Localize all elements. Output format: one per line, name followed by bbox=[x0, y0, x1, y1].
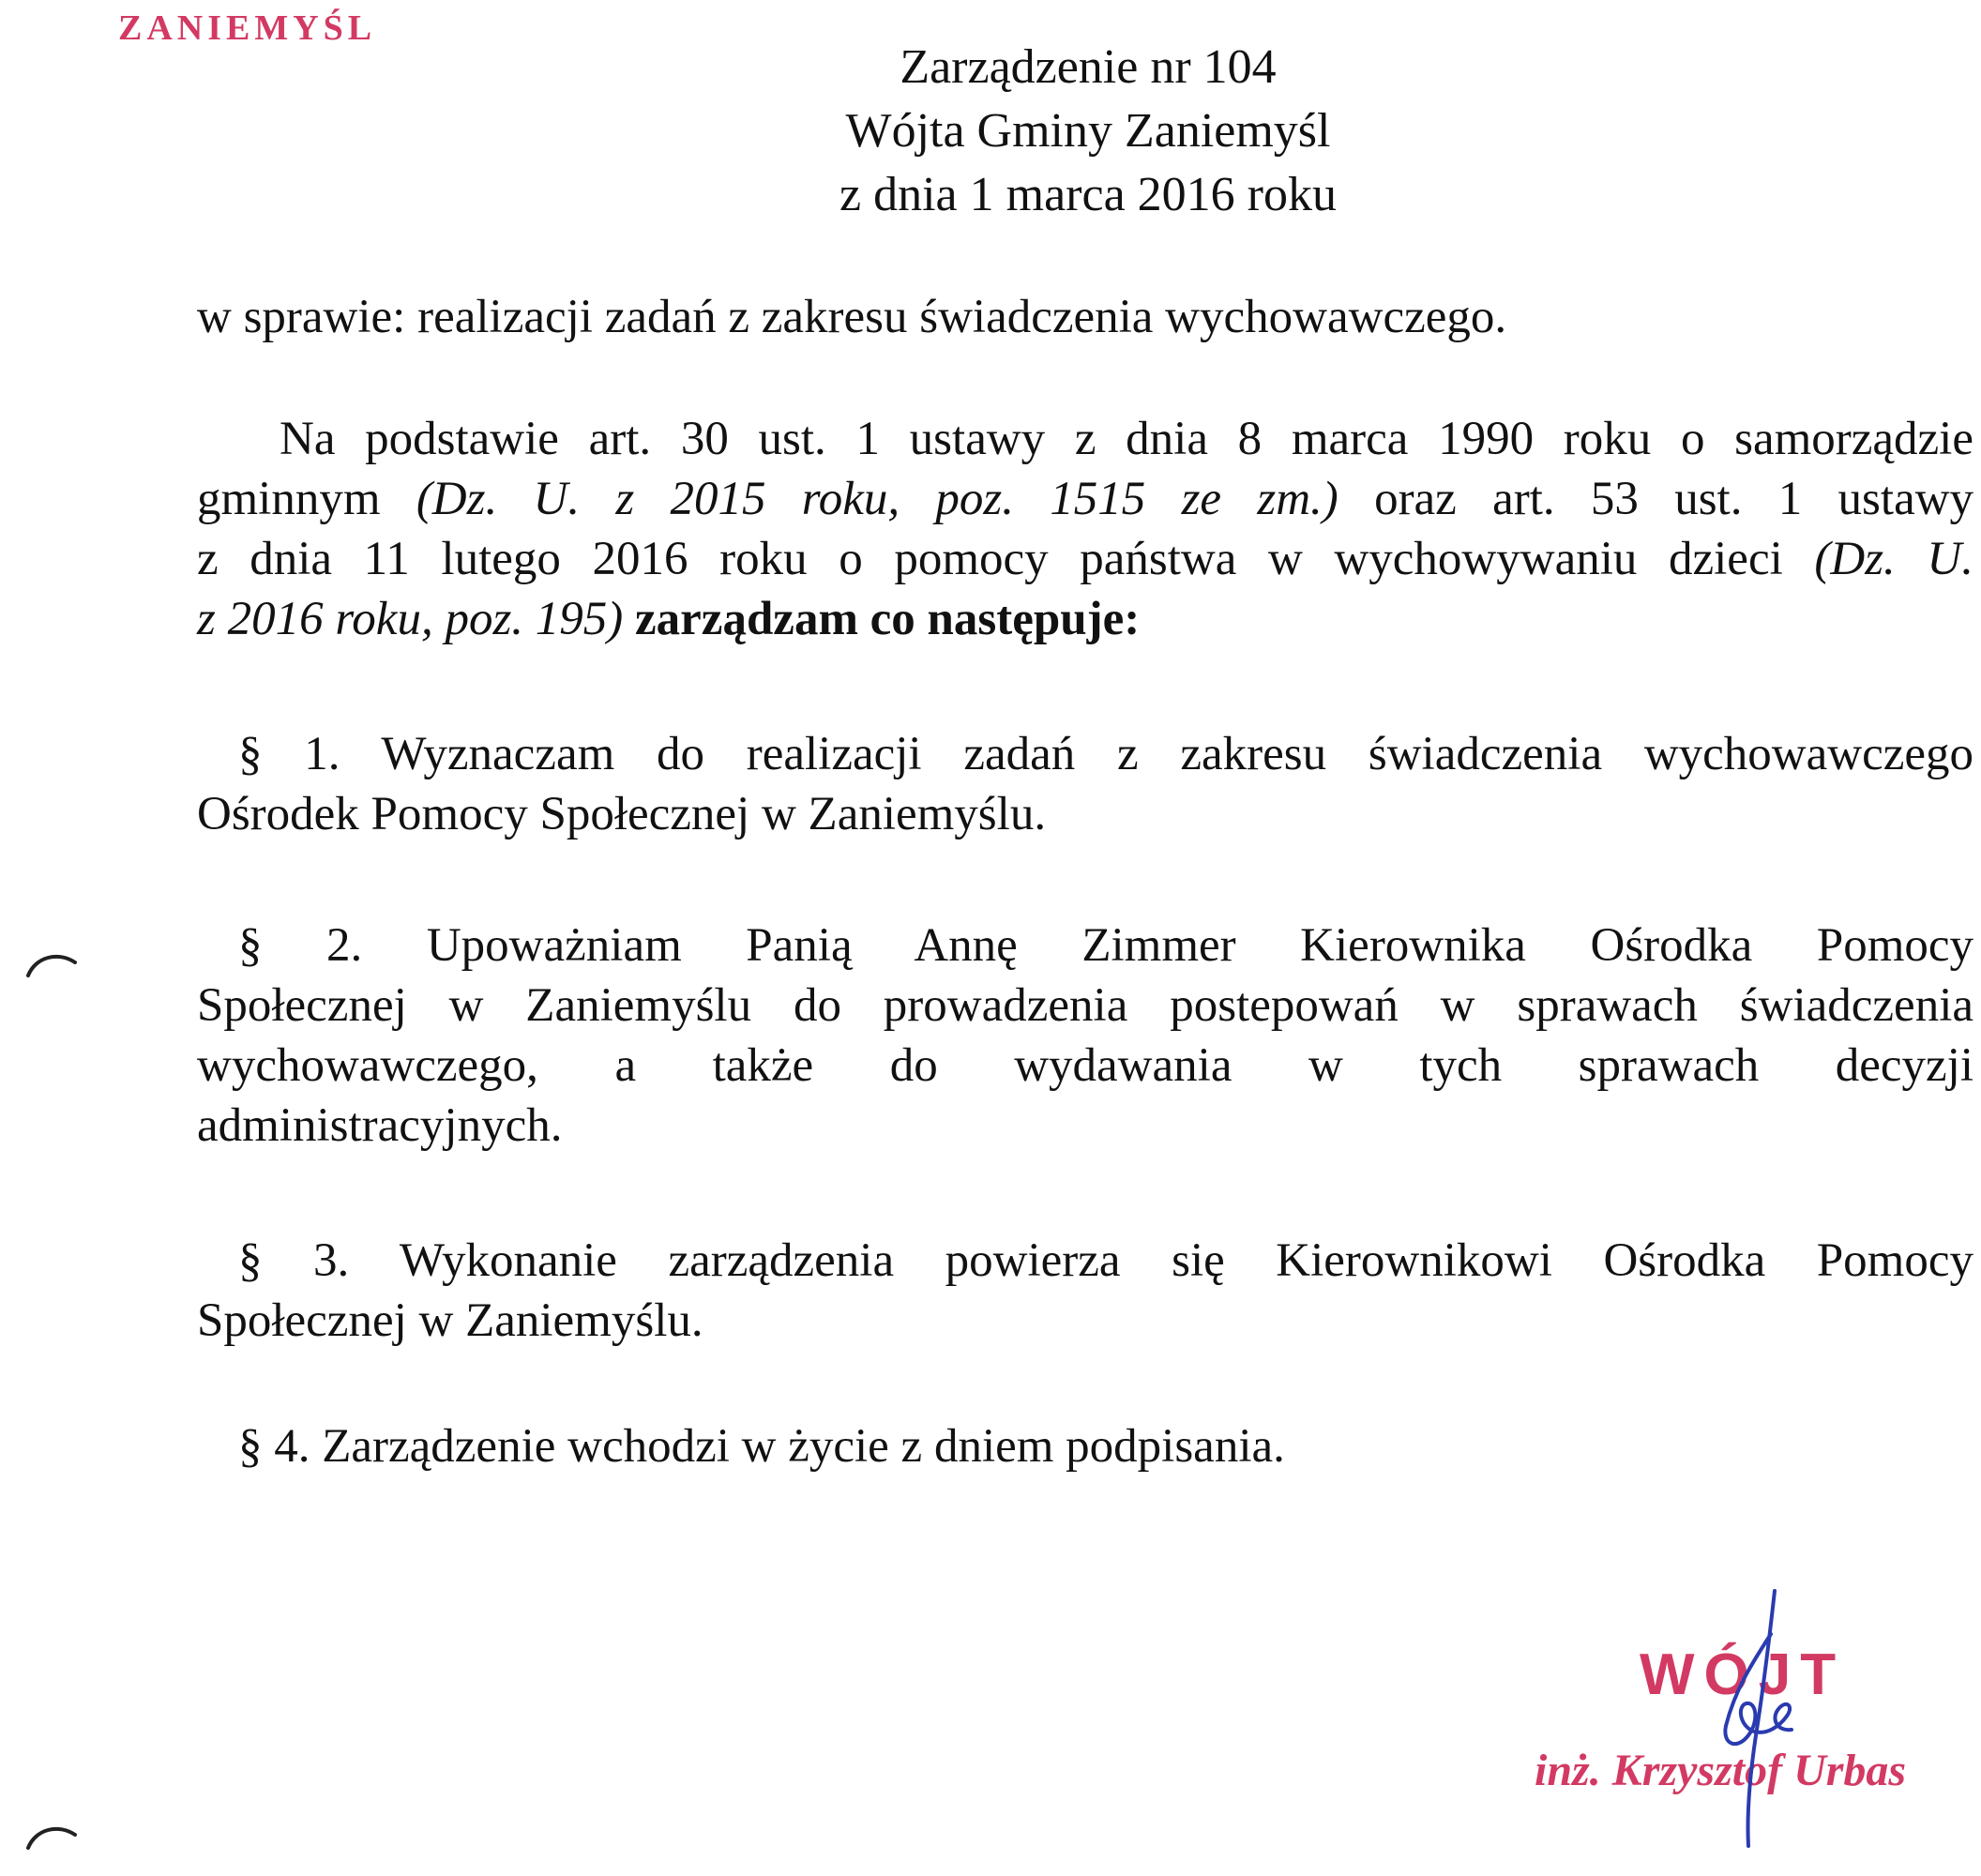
paragraph-3-line-2: Społecznej w Zaniemyślu. bbox=[197, 1294, 703, 1347]
stamp-wojt: WÓJT bbox=[1640, 1642, 1846, 1707]
legal-basis-line-3 bbox=[197, 529, 1973, 589]
stamp-official-name: inż. Krzysztof Urbas bbox=[1535, 1746, 1907, 1795]
paragraph-1-line-2: Ośrodek Pomocy Społecznej w Zaniemyślu. bbox=[197, 788, 1047, 840]
decree-formula: zarządzam co następuje: bbox=[635, 593, 1141, 645]
header-date: z dnia 1 marca 2016 roku bbox=[839, 168, 1337, 221]
legal-basis-citation: z 2016 roku, poz. 195) bbox=[197, 593, 624, 645]
legal-basis-line-1: Na podstawie art. 30 ust. 1 ustawy z dnia 8 marca 1990 roku o samorządzie bbox=[280, 413, 1973, 465]
legal-basis-line-2 bbox=[197, 469, 1973, 529]
header-title: Zarządzenie nr 104 bbox=[900, 40, 1277, 94]
paragraph-3-line-1: § 3. Wykonanie zarządzenia powierza się Kierownikowi Ośrodka Pomocy bbox=[238, 1234, 1973, 1287]
punch-hole-mark bbox=[17, 1810, 83, 1876]
paragraph-2-line-4: administracyjnych. bbox=[197, 1099, 563, 1152]
legal-basis-citation: (Dz. U. z 2015 roku, poz. 1515 ze zm.) bbox=[416, 473, 1338, 525]
paragraph-1 bbox=[197, 724, 1973, 844]
paragraph-2-line-1: § 2. Upoważniam Panią Annę Zimmer Kierownika Ośrodka Pomocy bbox=[238, 919, 1973, 972]
paragraph-2-line-2: Społecznej w Zaniemyślu do prowadzenia postepowań w sprawach świadczenia bbox=[197, 979, 1973, 1032]
paragraph-4-line-1: § 4. Zarządzenie wchodzi w życie z dniem podpisania. bbox=[238, 1420, 1285, 1473]
handwritten-signature bbox=[1670, 1585, 1820, 1852]
legal-basis-line-4 bbox=[197, 589, 1973, 649]
paragraph-2-line-3: wychowawczego, a także do wydawania w tych sprawach decyzji bbox=[197, 1039, 1973, 1092]
subject-line: w sprawie: realizacji zadań z zakresu świadczenia wychowawczego. bbox=[197, 291, 1507, 343]
legal-basis-paragraph bbox=[197, 409, 1973, 649]
legal-basis-text: oraz art. 53 ust. 1 ustawy bbox=[1374, 473, 1974, 525]
stamp-zaniemysl: ZANIEMYŚL bbox=[118, 8, 377, 48]
legal-basis-citation: (Dz. U. bbox=[1814, 533, 1974, 585]
paragraph-2 bbox=[197, 915, 1973, 1156]
legal-basis-text: z dnia 11 lutego 2016 roku o pomocy państwa w wychowywaniu dzieci bbox=[197, 533, 1783, 585]
document-header bbox=[619, 36, 1557, 227]
paragraph-1-line-1: § 1. Wyznaczam do realizacji zadań z zakresu świadczenia wychowawczego bbox=[238, 728, 1973, 780]
paragraph-4 bbox=[197, 1416, 1973, 1476]
punch-hole-mark bbox=[17, 938, 83, 1004]
legal-basis-text: gminnym bbox=[197, 473, 381, 525]
header-authority: Wójta Gminy Zaniemyśl bbox=[845, 104, 1331, 158]
paragraph-3 bbox=[197, 1231, 1973, 1351]
